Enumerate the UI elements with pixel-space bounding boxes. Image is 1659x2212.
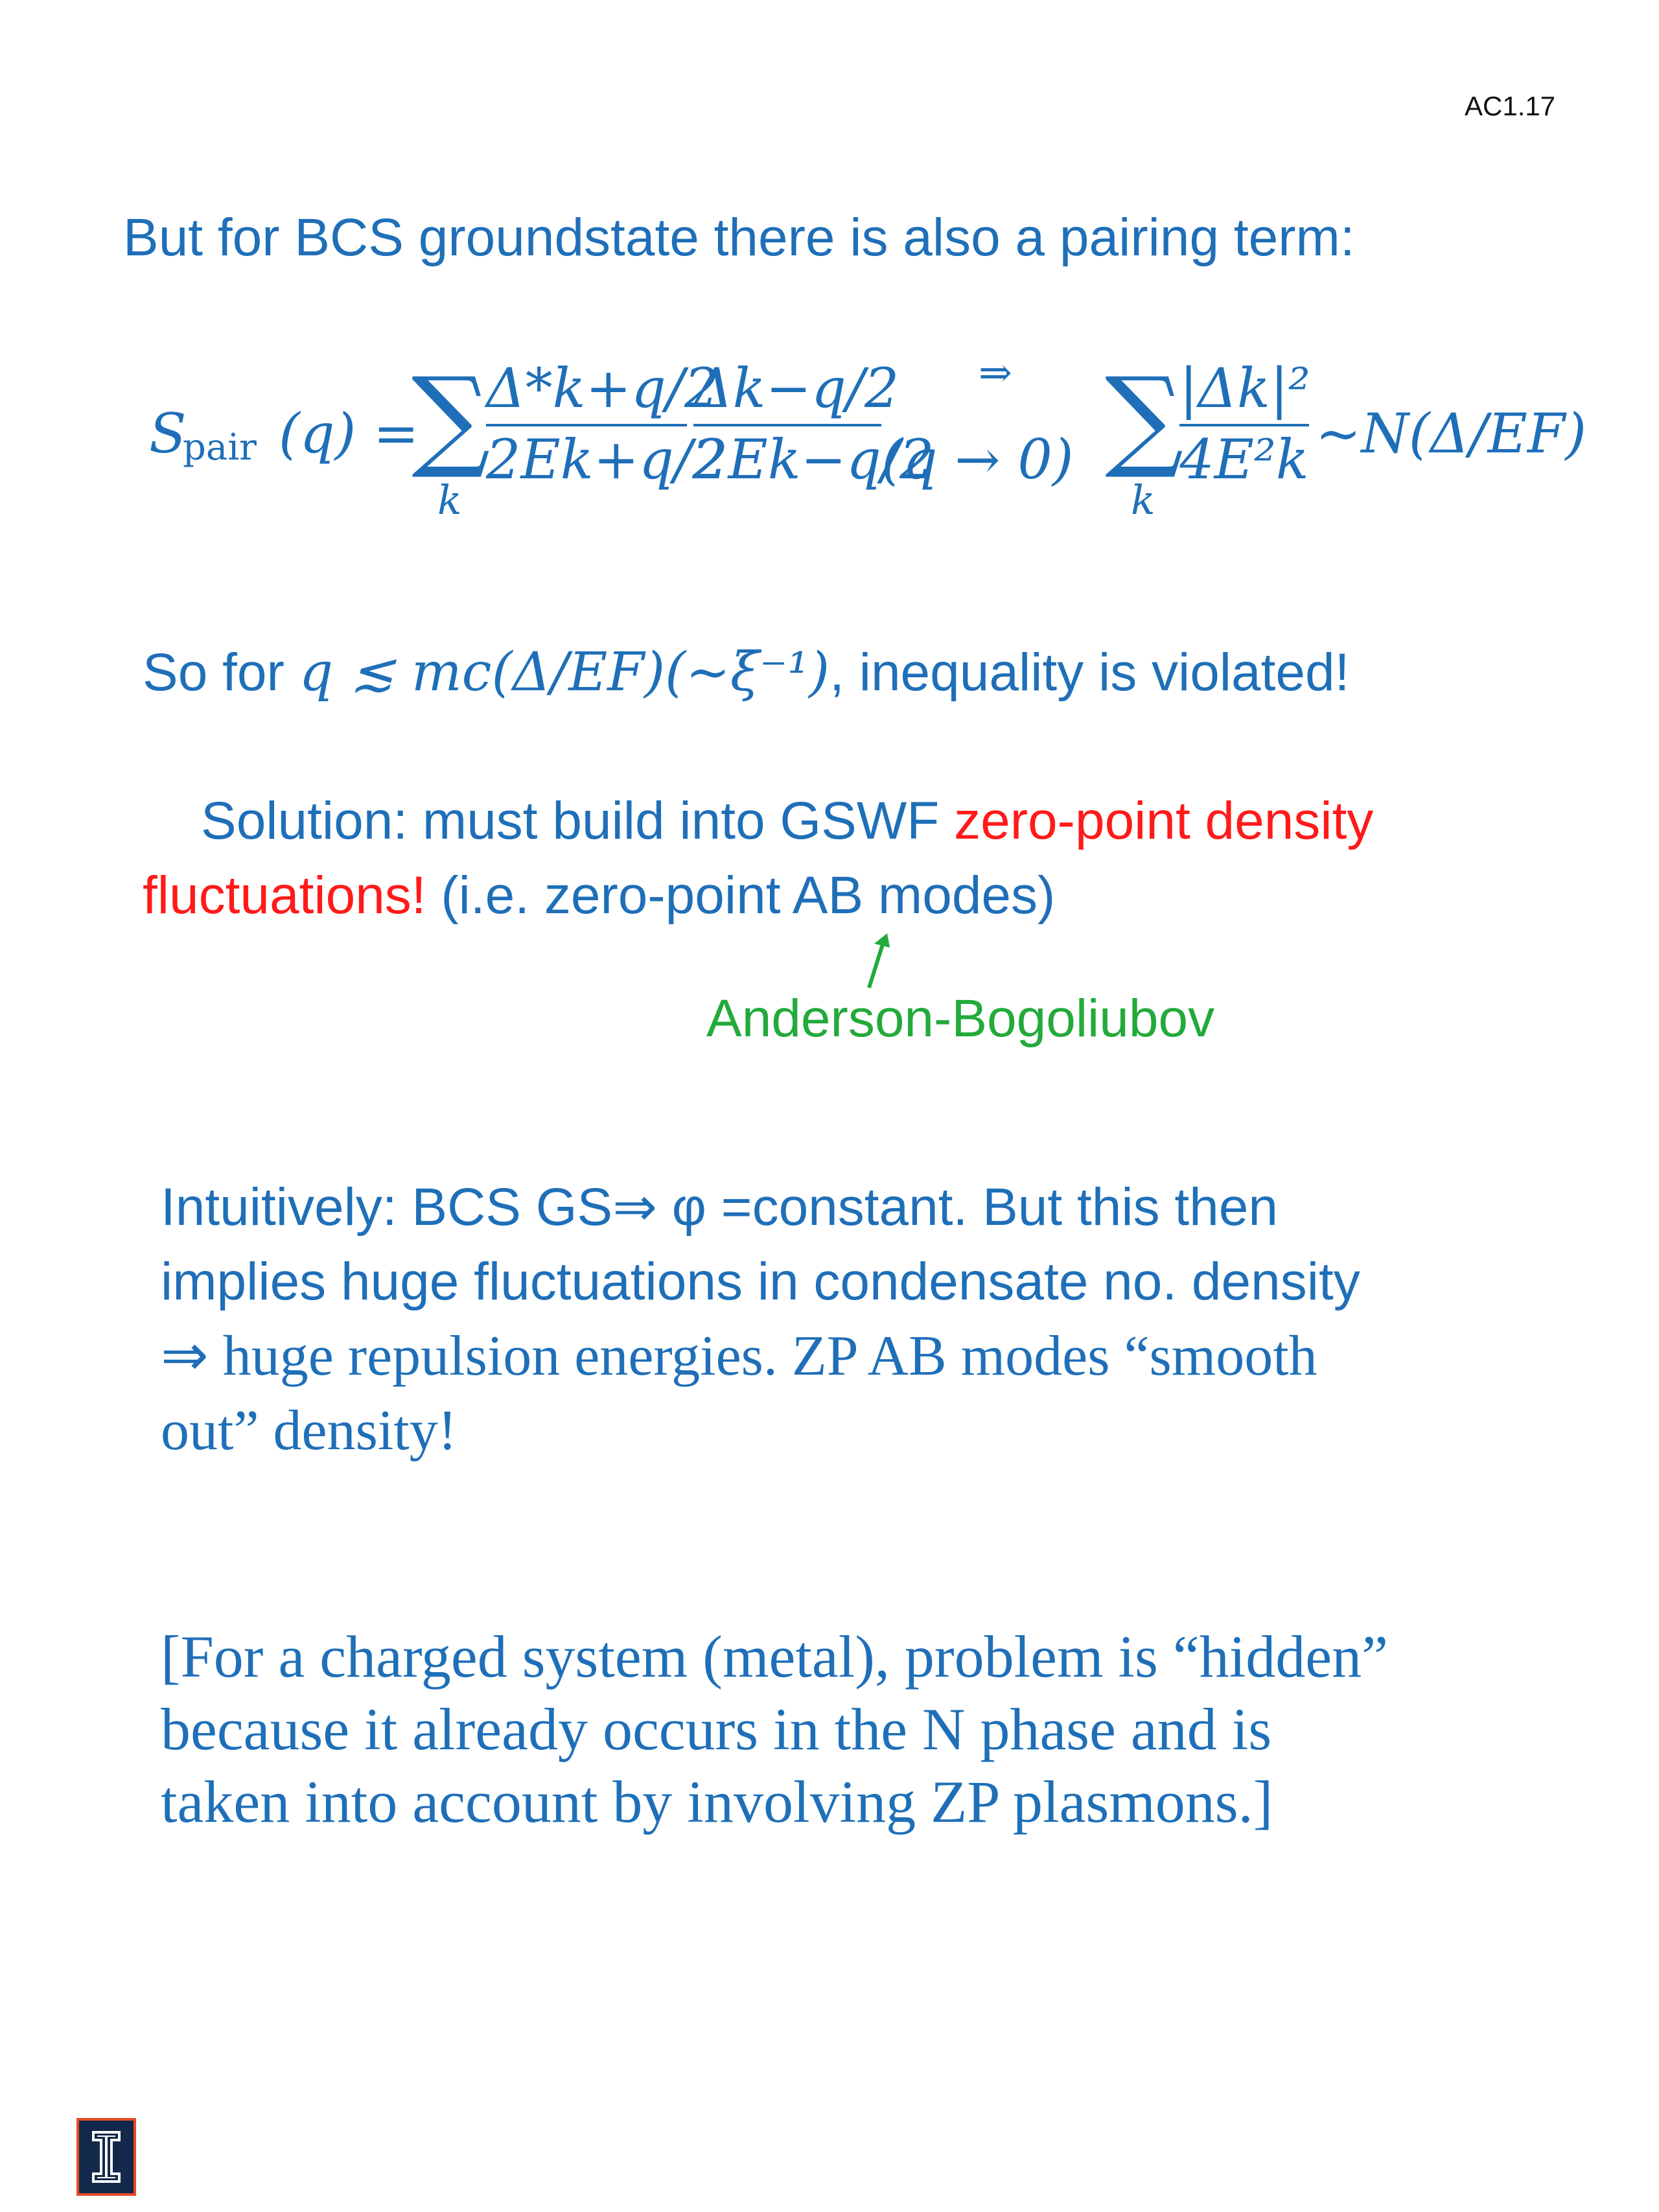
intuitively-line-2: implies huge fluctuations in condensate no. density: [161, 1252, 1360, 1311]
fraction-1: [486, 356, 727, 491]
fraction-2-numerator: Δk−q/2: [693, 356, 881, 426]
charged-system-note: [161, 1620, 1388, 1838]
violation-suffix: , inequality is violated!: [830, 643, 1350, 702]
solution-red-2: fluctuations!: [143, 866, 426, 925]
solution-red-1: zero-point density: [954, 791, 1374, 850]
eq-result: ~N(Δ/EF): [1316, 402, 1586, 465]
sum-symbol-2: ∑: [1105, 354, 1184, 482]
fraction-3: [1179, 356, 1309, 491]
fraction-2: [693, 356, 934, 491]
fraction-3-numerator: |Δk|²: [1179, 356, 1309, 426]
annotation-arrow-icon: [859, 933, 898, 992]
fraction-2-denominator: 2Ek−q/2: [693, 428, 934, 491]
intuitively-line-3: ⇒ huge repulsion energies. ZP AB modes “smooth: [161, 1325, 1317, 1388]
slide-heading: But for BCS groundstate there is also a pairing term:: [123, 208, 1355, 267]
violation-line: [143, 642, 1349, 703]
eq-lhs-sub: pair: [183, 426, 257, 469]
charged-line-3: taken into account by involving ZP plasmons.]: [161, 1769, 1273, 1835]
fraction-1-numerator: Δ*k+q/2: [486, 356, 687, 426]
violation-prefix: So for: [143, 643, 299, 702]
sum-index-2: k: [1131, 476, 1155, 524]
pairing-equation: [149, 343, 1607, 551]
sum-index-1: k: [437, 476, 462, 524]
solution-line-2: [143, 865, 1055, 926]
eq-lhs-arg: (q) =: [279, 402, 419, 465]
fraction-1-denominator: 2Ek+q/2: [486, 428, 727, 491]
page-id: AC1.17: [1465, 91, 1556, 121]
fraction-3-denominator: 4E²k: [1179, 428, 1309, 491]
block-i-icon: [91, 2130, 122, 2184]
anderson-bogoliubov-label: Anderson-Bogoliubov: [706, 989, 1215, 1048]
intuitively-paragraph: [161, 1170, 1360, 1468]
university-block-i-logo: [76, 2118, 136, 2196]
charged-line-1: [For a charged system (metal), problem is “hidden”: [161, 1624, 1388, 1690]
implies-arrow: ⇒: [979, 349, 1012, 396]
sum-symbol-1: ∑: [412, 354, 491, 482]
intuitively-line-4: out” density!: [161, 1399, 458, 1462]
violation-math: q ≲ mc(Δ/EF)(~ξ⁻¹): [299, 642, 830, 703]
eq-limit: (q → 0): [881, 428, 1074, 491]
intuitively-line-1: Intuitively: BCS GS⇒ φ =constant. But this then: [161, 1178, 1278, 1237]
solution-text-1: Solution: must build into GSWF: [201, 791, 955, 850]
solution-line-1: [201, 791, 1373, 852]
solution-text-2: (i.e. zero-point AB modes): [426, 866, 1056, 925]
charged-line-2: because it already occurs in the N phase and is: [161, 1696, 1272, 1762]
eq-lhs-symbol: S: [149, 402, 187, 465]
